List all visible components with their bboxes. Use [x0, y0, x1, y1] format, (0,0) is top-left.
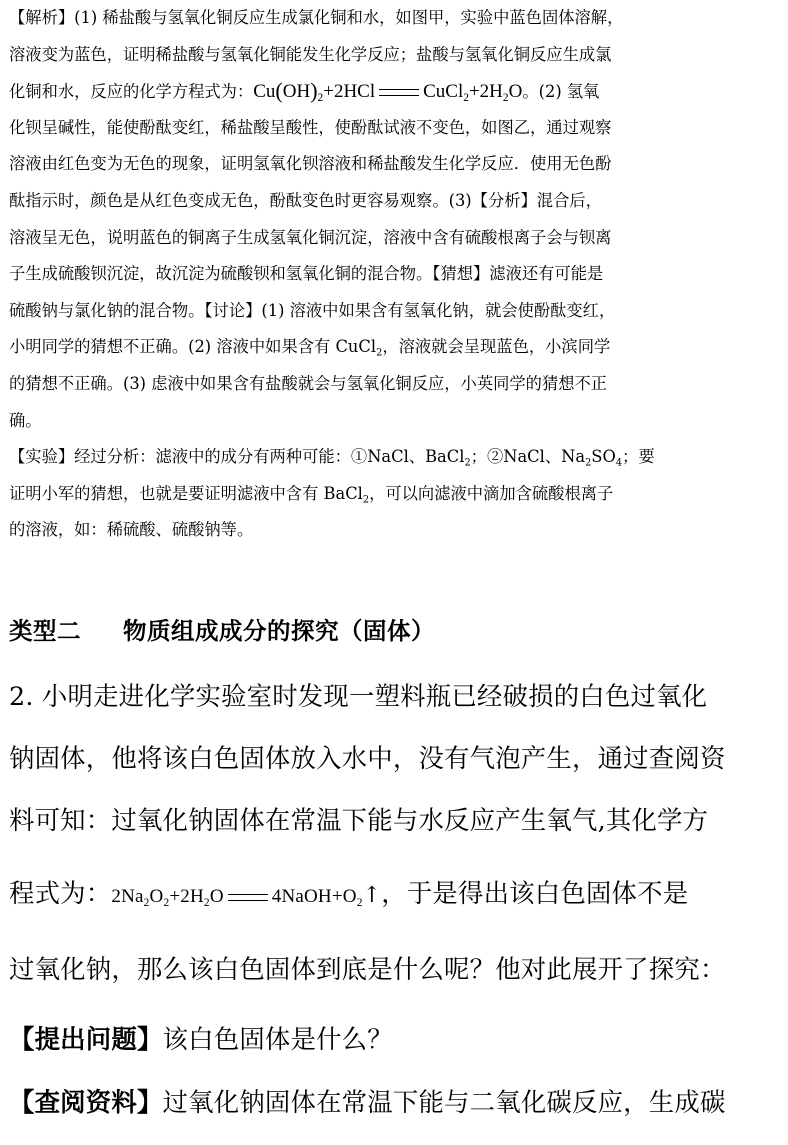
- question-line-with-formula: 程式为：$2Na_2O_2+2H_2O$ $4NaOH+O_2↑$，于是得出该白色固体不是: [9, 878, 689, 909]
- section-label: 【查阅资料】: [9, 1087, 163, 1117]
- analysis-line: 的猜想不正确。(3) 虑液中如果含有盐酸就会与氢氧化铜反应，小英同学的猜想不正: [9, 373, 608, 393]
- analysis-line: 子生成硫酸钡沉淀，故沉淀为硫酸钡和氢氧化铜的混合物。【猜想】滤液还有可能是: [9, 264, 604, 284]
- experiment-line: 证明小军的猜想，也就是要证明滤液中含有 BaCl$_2$，可以向滤液中滴加含硫酸根离子: [9, 483, 614, 506]
- analysis-line-with-formula: 化铜和水，反应的化学方程式为：$Cu(OH)_2+2HCl$ $CuCl_2+2H_2O$。(2) 氢氧: [9, 78, 600, 105]
- question-line: 过氧化钠，那么该白色固体到底是什么呢？他对此展开了探究：: [9, 954, 726, 984]
- section-type: 类型二: [9, 617, 81, 645]
- chemical-equation: $2Na_2O_2+2H_2O$ $4NaOH+O_2$: [111, 886, 363, 909]
- analysis-line: 确。: [9, 410, 42, 430]
- equals-sign: [228, 894, 268, 901]
- experiment-line: 【实验】经过分析：滤液中的成分有两种可能：①NaCl、BaCl$_2$；②NaCl、$Na_2SO_4$；要: [9, 447, 655, 469]
- question-line: 【查阅资料】过氧化钠固体在常温下能与二氧化碳反应，生成碳: [9, 1087, 726, 1117]
- chemical-equation: $Cu(OH)_2+2HCl$ $CuCl_2+2H_2O$: [253, 78, 523, 105]
- gas-arrow-icon: ↑: [362, 883, 382, 908]
- analysis-line: 酞指示时，颜色是从红色变成无色，酚酞变色时更容易观察。(3)【分析】混合后，: [9, 190, 602, 210]
- section-heading: [9, 612, 435, 646]
- analysis-line: 溶液变为蓝色，证明稀盐酸与氢氧化铜能发生化学反应；盐酸与氢氧化铜反应生成氯: [9, 44, 612, 64]
- section-title: 物质组成成分的探究（固体）: [123, 617, 435, 645]
- question-line: 2. 小明走进化学实验室时发现一塑料瓶已经破损的白色过氧化: [9, 681, 708, 711]
- section-label: 【提出问题】: [9, 1024, 163, 1054]
- analysis-line: 溶液由红色变为无色的现象，证明氢氧化钡溶液和稀盐酸发生化学反应．使用无色酚: [9, 154, 612, 174]
- analysis-line: 化钡呈碱性，能使酚酞变红，稀盐酸呈酸性，使酚酞试液不变色，如图乙，通过观察: [9, 117, 612, 137]
- experiment-line: 的溶液，如：稀硫酸、硫酸钠等。: [9, 520, 254, 540]
- equals-sign: [379, 89, 419, 96]
- analysis-line: 硫酸钠与氯化钠的混合物。【讨论】(1) 溶液中如果含有氢氧化钠，就会使酚酞变红，: [9, 300, 616, 320]
- question-line: 钠固体，他将该白色固体放入水中，没有气泡产生，通过查阅资: [9, 743, 726, 773]
- analysis-line: 溶液呈无色，说明蓝色的铜离子生成氢氧化铜沉淀，溶液中含有硫酸根离子会与钡离: [9, 227, 612, 247]
- analysis-line: 小明同学的猜想不正确。(2) 溶液中如果含有 CuCl$_2$，溶液就会呈现蓝色，小滨同学: [9, 337, 611, 359]
- question-line: 【提出问题】该白色固体是什么？: [9, 1024, 393, 1054]
- question-line: 料可知：过氧化钠固体在常温下能与水反应产生氧气,其化学方: [9, 805, 709, 835]
- analysis-block: [9, 0, 781, 549]
- document-page: [9, 0, 781, 1117]
- analysis-line: 【解析】(1) 稀盐酸与氢氧化铜反应生成氯化铜和水，如图甲，实验中蓝色固体溶解，: [9, 8, 624, 27]
